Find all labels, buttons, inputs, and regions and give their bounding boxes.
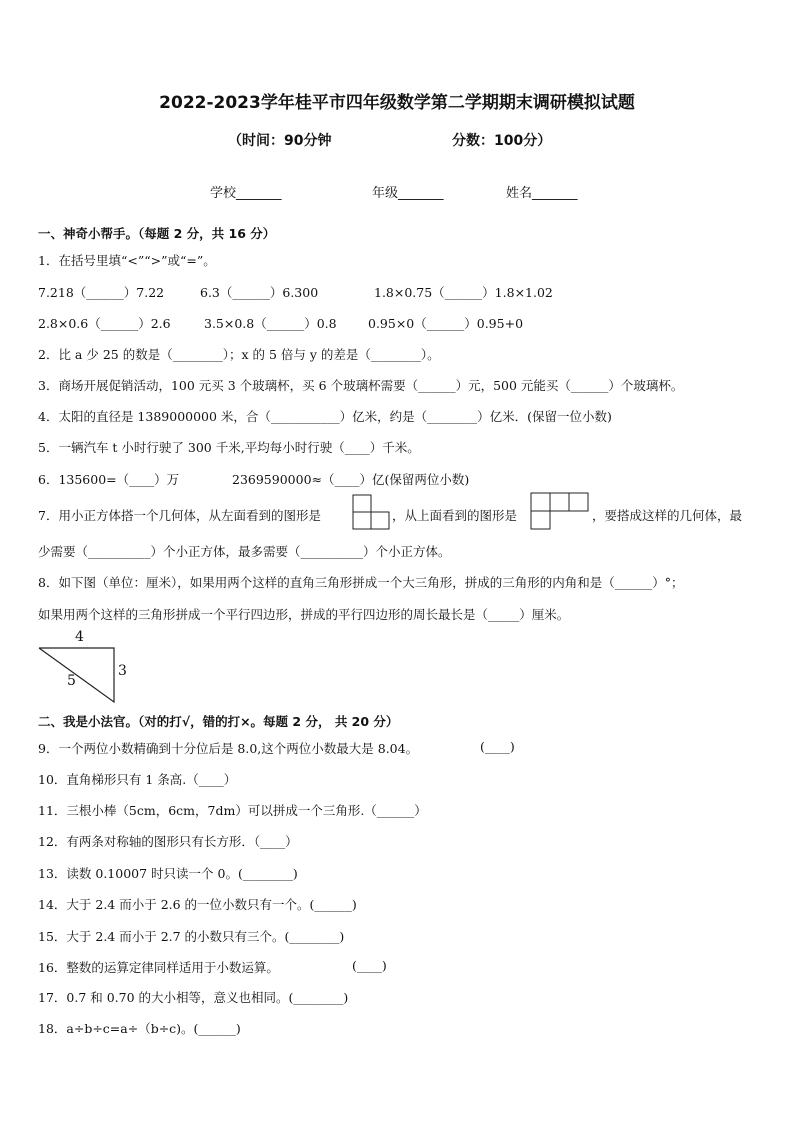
- triangle-label-top: 4: [75, 629, 84, 645]
- q1-item-3: 1.8×0.75（______）1.8×1.02: [374, 285, 553, 300]
- top-view-figure: [530, 492, 590, 530]
- page-title: 2022-2023学年桂平市四年级数学第二学期期末调研模拟试题: [159, 93, 635, 113]
- question-4: 4．太阳的直径是 1389000000 米，合（___________）亿米，约是（________）亿米．(保留一位小数): [38, 409, 612, 424]
- q1-item-6: 0.95×0（______）0.95+0: [368, 316, 524, 331]
- question-7-part-b: ，从上面看到的图形是: [392, 508, 518, 523]
- triangle-label-side: 3: [118, 663, 127, 679]
- q1-item-1: 7.218（______）7.22: [38, 285, 165, 300]
- question-16-blank: (____): [352, 958, 387, 973]
- question-7-part-c: ，要搭成这样的几何体，最: [592, 508, 743, 523]
- question-9: 9．一个两位小数精确到十分位后是 8.0,这个两位小数最大是 8.04。: [38, 741, 419, 756]
- name-field: 姓名_______: [506, 186, 578, 201]
- section-2-heading: 二、我是小法官。（对的打√，错的打×。每题 2 分， 共 20 分）: [38, 714, 399, 729]
- question-7-part-a: 7．用小正方体搭一个几何体，从左面看到的图形是: [38, 508, 321, 523]
- question-5: 5．一辆汽车 t 小时行驶了 300 千米,平均每小时行驶（____）千米。: [38, 440, 420, 455]
- question-2: 2．比 a 少 25 的数是（________）；x 的 5 倍与 y 的差是（________）。: [38, 347, 440, 362]
- question-16: 16．整数的运算定律同样适用于小数运算。: [38, 960, 279, 975]
- grade-field: 年级_______: [372, 186, 444, 201]
- question-14: 14．大于 2.4 而小于 2.6 的一位小数只有一个。(______): [38, 897, 357, 912]
- question-9-blank: (____): [480, 739, 515, 754]
- left-view-figure: [352, 494, 392, 530]
- question-18: 18．a÷b÷c=a÷（b÷c)。(______): [38, 1021, 241, 1036]
- question-6: 6．135600=（____）万: [38, 472, 180, 487]
- question-1: 1．在括号里填“<”“>”或“=”。: [38, 253, 216, 268]
- q1-item-5: 3.5×0.8（______）0.8: [204, 316, 337, 331]
- question-8-line-1: 8．如下图（单位：厘米），如果用两个这样的直角三角形拼成一个大三角形，拼成的三角形的内角和是（______）°；: [38, 575, 684, 590]
- question-13: 13．读数 0.10007 时只读一个 0。(________): [38, 866, 298, 881]
- section-1-heading: 一、神奇小帮手。（每题 2 分，共 16 分）: [38, 226, 276, 241]
- exam-score: 分数：100分）: [452, 133, 552, 149]
- question-6b: 2369590000≈（____）亿(保留两位小数): [232, 472, 470, 487]
- triangle-label-hypotenuse: 5: [67, 673, 76, 689]
- q1-item-4: 2.8×0.6（______）2.6: [38, 316, 171, 331]
- exam-time: （时间：90分钟: [228, 133, 332, 149]
- q1-item-2: 6.3（______）6.300: [200, 285, 319, 300]
- question-10: 10．直角梯形只有 1 条高.（____）: [38, 772, 237, 787]
- question-3: 3．商场开展促销活动，100 元买 3 个玻璃杯，买 6 个玻璃杯需要（______）元，500 元能买（______）个玻璃杯。: [38, 378, 684, 393]
- question-12: 12．有两条对称轴的图形只有长方形．（____）: [38, 834, 298, 849]
- school-field: 学校_______: [210, 186, 282, 201]
- question-8-line-2: 如果用两个这样的三角形拼成一个平行四边形，拼成的平行四边形的周长最长是（_____）厘米。: [38, 607, 570, 622]
- question-11: 11．三根小棒（5cm，6cm，7dm）可以拼成一个三角形.（______）: [38, 803, 427, 818]
- question-7-line-2: 少需要（__________）个小正方体，最多需要（__________）个小正方体。: [38, 544, 451, 559]
- question-15: 15．大于 2.4 而小于 2.7 的小数只有三个。(________): [38, 929, 345, 944]
- question-17: 17．0.7 和 0.70 的大小相等，意义也相同。(________): [38, 990, 349, 1005]
